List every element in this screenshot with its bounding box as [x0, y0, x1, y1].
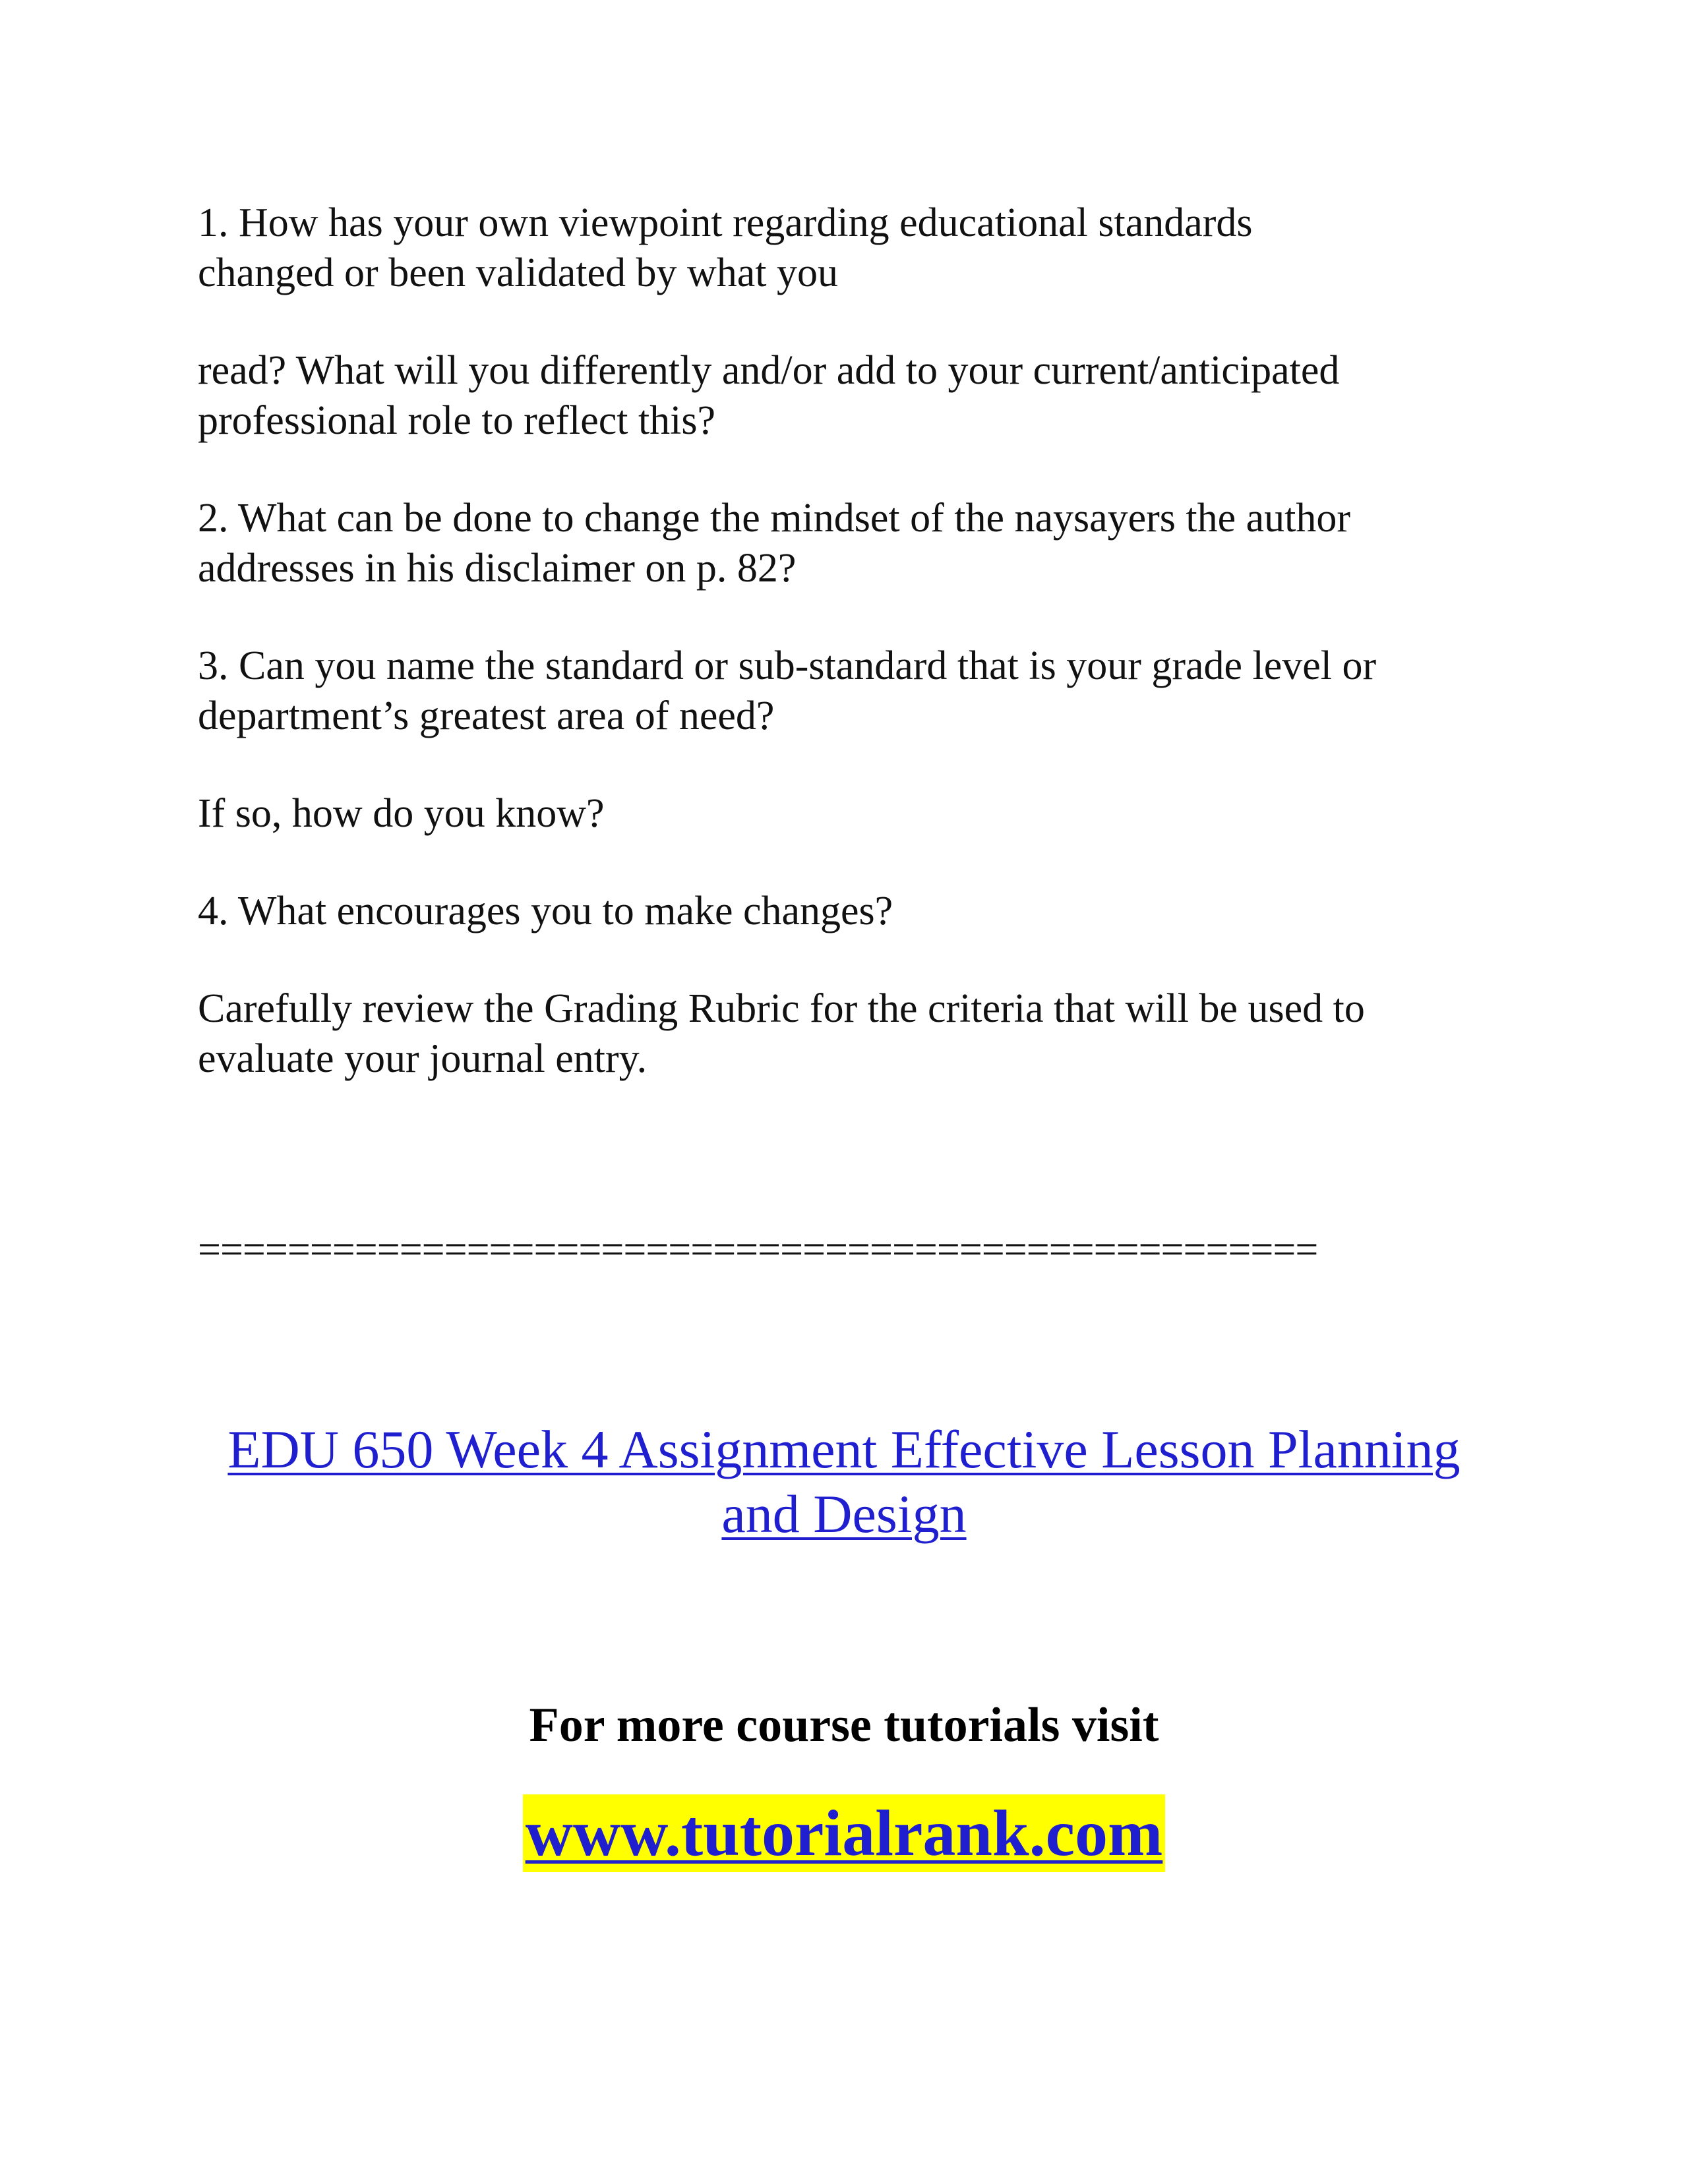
- text-line: read? What will you differently and/or add to your current/anticipated: [198, 348, 1340, 393]
- text-line: changed or been validated by what you: [198, 251, 838, 295]
- question-1-paragraph: [198, 198, 1503, 298]
- website-link-wrapper: [0, 1794, 1688, 1872]
- text-line: 4. What encourages you to make changes?: [198, 889, 893, 933]
- text-line: department’s greatest area of need?: [198, 694, 775, 738]
- text-line: 1. How has your own viewpoint regarding educational standards: [198, 200, 1253, 245]
- assignment-title-link[interactable]: [0, 1417, 1688, 1547]
- text-line: 2. What can be done to change the mindset of the naysayers the author: [198, 496, 1351, 541]
- text-line: Carefully review the Grading Rubric for the criteria that will be used to: [198, 986, 1365, 1031]
- question-4-paragraph: [198, 886, 1503, 936]
- question-2-paragraph: [198, 493, 1503, 593]
- question-3-paragraph: [198, 641, 1503, 741]
- visit-label: For more course tutorials visit: [529, 1698, 1159, 1752]
- text-line: evaluate your journal entry.: [198, 1036, 648, 1081]
- link-line[interactable]: EDU 650 Week 4 Assignment Effective Lesson Planning: [227, 1419, 1461, 1479]
- website-link[interactable]: www.tutorialrank.com: [523, 1794, 1166, 1872]
- text-line: If so, how do you know?: [198, 791, 605, 836]
- link-line[interactable]: and Design: [721, 1484, 967, 1544]
- question-3-followup-paragraph: [198, 788, 1503, 839]
- text-line: addresses in his disclaimer on p. 82?: [198, 546, 797, 591]
- separator-line: ==================================================: [198, 1227, 1318, 1272]
- question-1-continued-paragraph: [198, 345, 1503, 446]
- text-line: 3. Can you name the standard or sub-standard that is your grade level or: [198, 643, 1377, 688]
- rubric-instruction-paragraph: [198, 984, 1503, 1084]
- text-line: professional role to reflect this?: [198, 398, 716, 443]
